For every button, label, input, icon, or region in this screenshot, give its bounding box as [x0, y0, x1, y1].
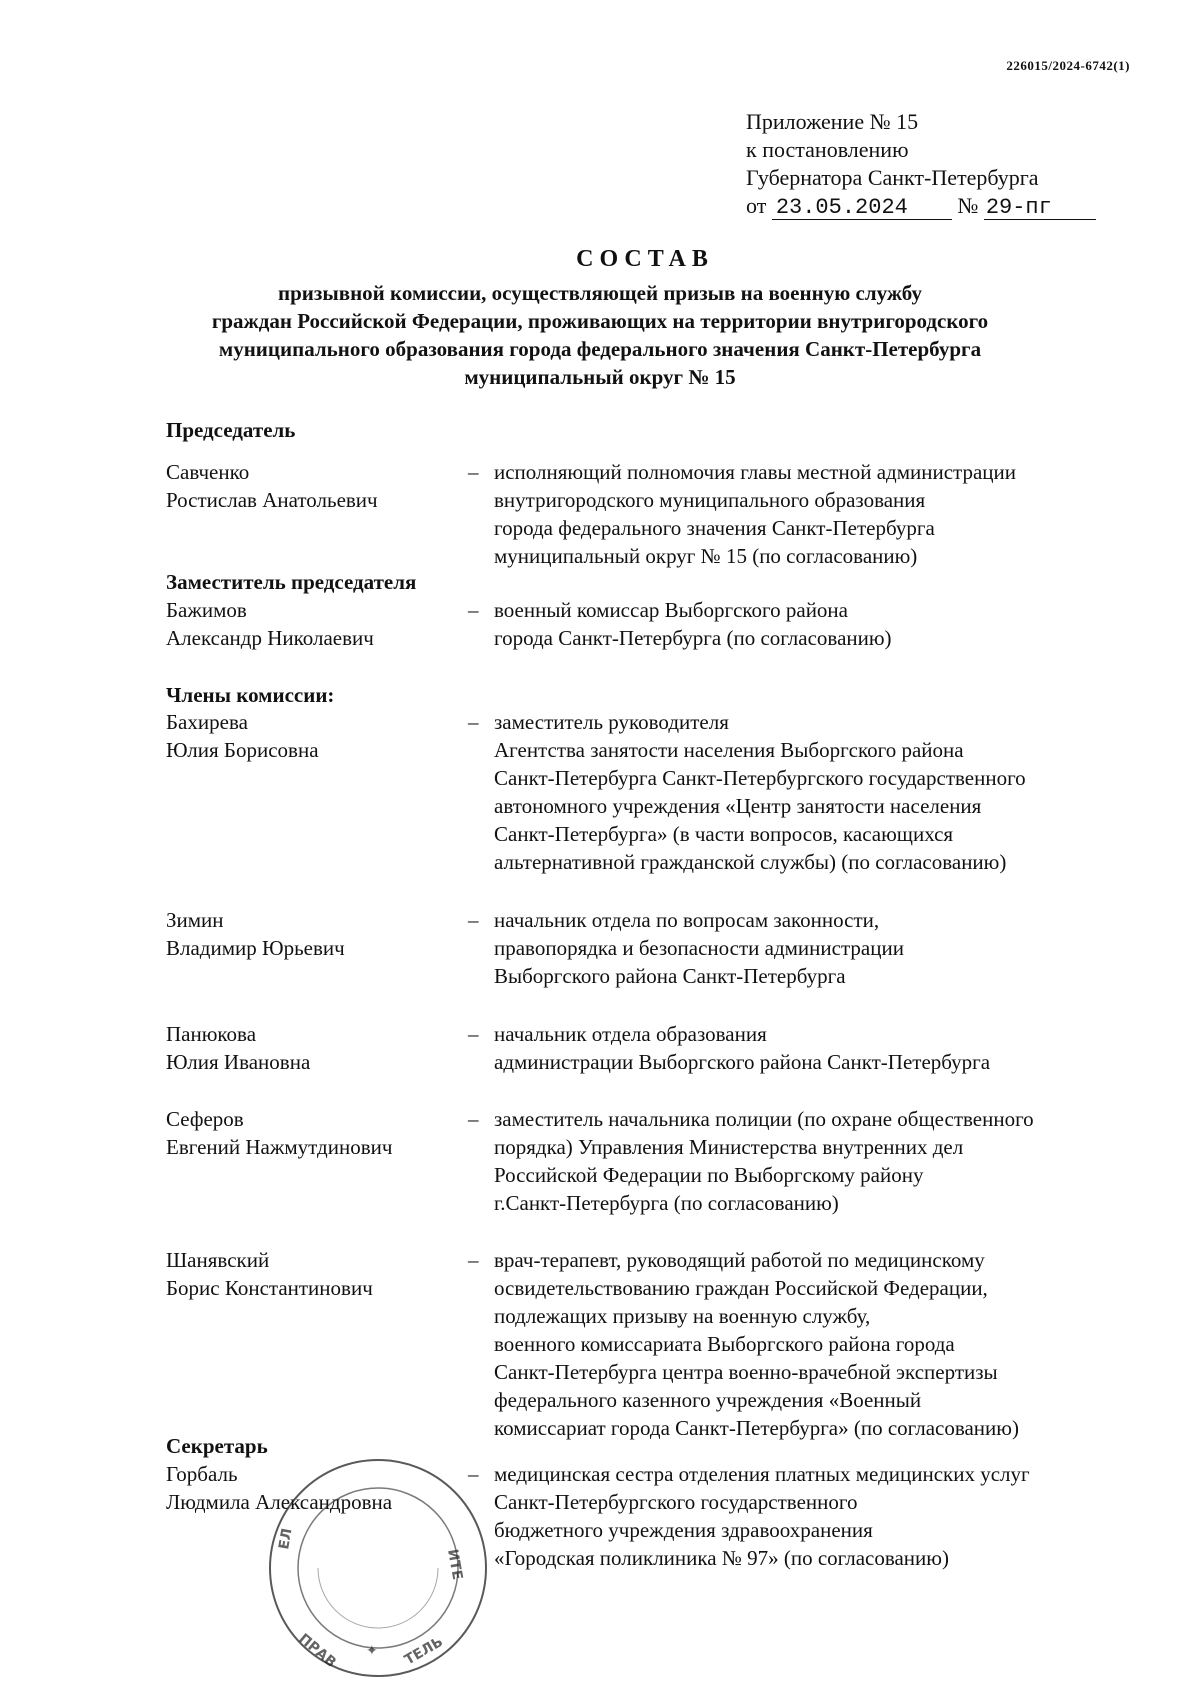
appendix-line-1: Приложение № 15	[746, 109, 919, 134]
member-name: Панюкова Юлия Ивановна	[166, 1022, 311, 1074]
dash: –	[468, 460, 479, 484]
member-position: медицинская сестра отделения платных медицинских услуг Санкт-Петербургского государственного бюджетного учреждения здравоохранения «Городская поликлиника № 97» (по согласованию)	[494, 1462, 1030, 1570]
svg-text:✦: ✦	[366, 1643, 378, 1659]
appendix-line-2: к постановлению	[746, 137, 909, 162]
subtitle-line: призывной комиссии, осуществляющей призыв на военную службу	[278, 281, 922, 305]
svg-text:ТЕЛЬ: ТЕЛЬ	[402, 1633, 446, 1669]
subtitle-line: граждан Российской Федерации, проживающих на территории внутригородского	[211, 309, 989, 333]
document-subtitle	[0, 279, 1200, 391]
dash: –	[468, 1248, 479, 1272]
round-seal-stamp-icon	[258, 1450, 498, 1680]
appendix-block	[746, 108, 1096, 220]
dash: –	[468, 710, 479, 734]
date-prefix: от	[746, 193, 767, 218]
member-name: Горбаль Людмила Александровна	[166, 1462, 393, 1514]
member-name: Шанявский Борис Константинович	[166, 1248, 373, 1300]
section-chair: Председатель	[166, 418, 296, 442]
document-title: СОСТАВ	[576, 246, 714, 272]
section-deputy: Заместитель председателя	[166, 570, 417, 594]
member-position: заместитель начальника полиции (по охране общественного порядка) Управления Министерства внутренних дел Российской Федерации по Выборгскому району г.Санкт-Петербурга (по согласованию)	[494, 1107, 1034, 1215]
appendix-date-line	[746, 192, 1096, 220]
dash: –	[468, 1462, 479, 1486]
svg-text:ПРАВ: ПРАВ	[295, 1630, 340, 1672]
member-name: Савченко Ростислав Анатольевич	[166, 460, 378, 512]
member-position: заместитель руководителя Агентства занятости населения Выборгского района Санкт-Петербурга Санкт-Петербургского государственного автономного учреждения «Центр занятости населения Санкт-Петербурга» (в части вопросов, касающихся альтернативной гражданской службы) (по согласованию)	[494, 710, 1026, 874]
member-position: военный комиссар Выборгского района города Санкт-Петербурга (по согласованию)	[494, 598, 892, 650]
member-position: исполняющий полномочия главы местной администрации внутригородского муниципального образования города федерального значения Санкт-Петербурга муниципальный округ № 15 (по согласованию)	[494, 460, 1016, 568]
number-prefix: №	[957, 193, 979, 218]
section-members: Члены комиссии:	[166, 683, 335, 707]
member-position: врач-терапевт, руководящий работой по медицинскому освидетельствованию граждан Российской Федерации, подлежащих призыву на военную службу, военного комиссариата Выборгского района города Санкт-Петербурга центра военно-врачебной экспертизы федерального казенного учреждения «Военный комиссариат города Санкт-Петербурга» (по согласованию)	[494, 1248, 1019, 1440]
member-position: начальник отдела образования администрации Выборгского района Санкт-Петербурга	[494, 1022, 991, 1074]
member-name: Бахирева Юлия Борисовна	[166, 710, 319, 762]
svg-text:ЕЛ: ЕЛ	[276, 1527, 296, 1551]
decree-number: 29-пг	[984, 197, 1096, 220]
svg-text:ИТЕ: ИТЕ	[444, 1547, 466, 1582]
section-secretary: Секретарь	[166, 1434, 268, 1458]
document-heading	[0, 246, 1200, 391]
subtitle-line: муниципального образования города федерального значения Санкт-Петербурга	[218, 337, 982, 361]
decree-date: 23.05.2024	[772, 197, 952, 220]
member-name: Бажимов Александр Николаевич	[166, 598, 374, 650]
dash: –	[468, 598, 479, 622]
member-position: начальник отдела по вопросам законности, правопорядка и безопасности администрации Выборгского района Санкт-Петербурга	[494, 908, 904, 988]
dash: –	[468, 1107, 479, 1131]
dash: –	[468, 1022, 479, 1046]
dash: –	[468, 908, 479, 932]
subtitle-line: муниципальный округ № 15	[464, 365, 736, 389]
registration-number: 226015/2024-6742(1)	[1006, 58, 1130, 73]
member-name: Зимин Владимир Юрьевич	[166, 908, 345, 960]
member-name: Сеферов Евгений Нажмутдинович	[166, 1107, 393, 1159]
appendix-line-3: Губернатора Санкт-Петербурга	[746, 165, 1039, 190]
